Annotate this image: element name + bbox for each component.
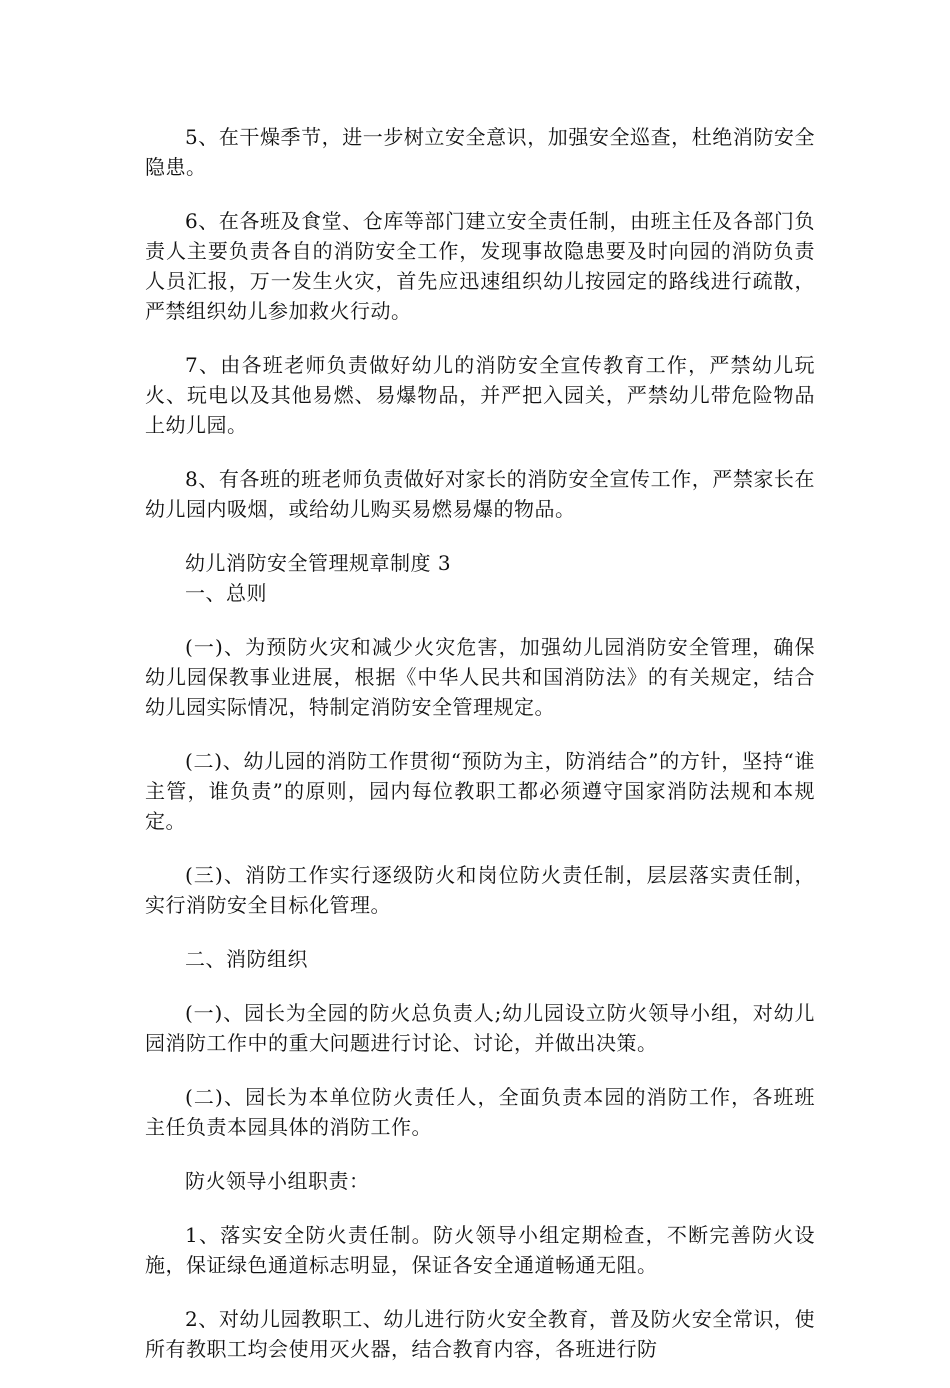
organization-clause-1: (一)、园长为全园的防火总负责人;幼儿园设立防火领导小组，对幼儿园消防工作中的重大问题进行讨论、讨论，并做出决策。 (145, 1001, 815, 1055)
general-clause-3: (三)、消防工作实行逐级防火和岗位防火责任制，层层落实责任制，实行消防安全目标化管理。 (145, 863, 815, 917)
duties-heading: 防火领导小组职责： (185, 1169, 370, 1193)
document-body (145, 122, 815, 1388)
general-clause-1: (一)、为预防火灾和减少火灾危害，加强幼儿园消防安全管理，确保幼儿园保教事业进展，根据《中华人民共和国消防法》的有关规定，结合幼儿园实际情况，特制定消防安全管理规定。 (145, 635, 815, 719)
duty-item-1: 1、落实安全防火责任制。防火领导小组定期检查，不断完善防火设施，保证绿色通道标志明显，保证各安全通道畅通无阻。 (145, 1223, 815, 1277)
paragraph-item-6: 6、在各班及食堂、仓库等部门建立安全责任制，由班主任及各部门负责人主要负责各自的消防安全工作，发现事故隐患要及时向园的消防负责人员汇报，万一发生火灾，首先应迅速组织幼儿按园定的路线进行疏散，严禁组织幼儿参加救火行动。 (145, 209, 815, 323)
paragraph-item-7: 7、由各班老师负责做好幼儿的消防安全宣传教育工作，严禁幼儿玩火、玩电以及其他易燃、易爆物品，并严把入园关，严禁幼儿带危险物品上幼儿园。 (145, 353, 815, 437)
organization-clause-2: (二)、园长为本单位防火责任人，全面负责本园的消防工作，各班班主任负责本园具体的消防工作。 (145, 1085, 815, 1139)
general-clause-2: (二)、幼儿园的消防工作贯彻“预防为主，防消结合”的方针，坚持“谁主管，谁负责”的原则，园内每位教职工都必须遵守国家消防法规和本规定。 (145, 749, 815, 833)
section-title: 幼儿消防安全管理规章制度 3 (185, 551, 452, 575)
paragraph-item-8: 8、有各班的班老师负责做好对家长的消防安全宣传工作，严禁家长在幼儿园内吸烟，或给幼儿购买易燃易爆的物品。 (145, 467, 815, 521)
section1-heading: 一、总则 (185, 581, 267, 605)
paragraph-item-5: 5、在干燥季节，进一步树立安全意识，加强安全巡查，杜绝消防安全隐患。 (145, 125, 815, 179)
section2-heading: 二、消防组织 (185, 947, 308, 971)
duty-item-2: 2、对幼儿园教职工、幼儿进行防火安全教育，普及防火安全常识，使所有教职工均会使用灭火器，结合教育内容，各班进行防 (145, 1307, 815, 1361)
